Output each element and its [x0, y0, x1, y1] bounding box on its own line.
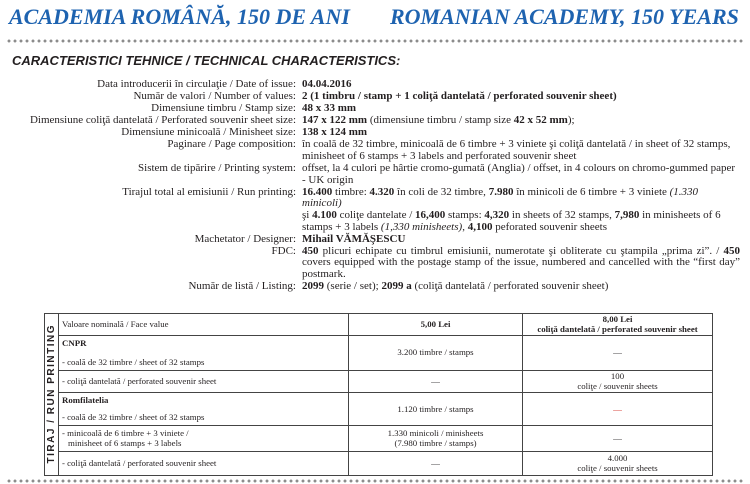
spec-value: 147 x 122 mm (dimensiune timbru / stamp size 42 x 52 mm);	[302, 114, 575, 127]
spec-number-of-values	[0, 91, 750, 103]
distributor-romfilatelia: Romfilatelia	[62, 394, 109, 405]
run-printing-side-label: TIRAJ / RUN PRINTING	[45, 314, 59, 476]
spec-listing	[0, 281, 750, 293]
dotted-divider-top	[6, 39, 744, 43]
spec-label: Paginare / Page composition:	[167, 138, 296, 151]
cnpr-souvenir-label: - coliţă dantelată / perforated souvenir sheet	[59, 371, 349, 393]
spec-label: Dimensiune minicoală / Minisheet size:	[121, 126, 296, 139]
spec-value: offset, la 4 culori pe hârtie cromo-gumată (Anglia) / offset, in 4 colours on chromo-gummed paper - UK origin	[302, 162, 736, 186]
spec-value: 04.04.2016	[302, 78, 352, 90]
title-romanian: ACADEMIA ROMÂNĂ, 150 DE ANI	[9, 4, 350, 29]
spec-fdc	[0, 246, 750, 281]
cell-value: —	[523, 336, 713, 371]
header-8-lei: 8,00 Lei coliţă dantelată / perforated souvenir sheet	[523, 314, 713, 336]
spec-value: 2099 (serie / set); 2099 a (coliţă dantelată / perforated souvenir sheet)	[302, 280, 609, 293]
cnpr-sheet-label: CNPR - coală de 32 timbre / sheet of 32 stamps	[59, 336, 349, 371]
spec-souvenir-sheet-size	[0, 115, 750, 127]
header-5-lei: 5,00 Lei	[349, 314, 523, 336]
run-printing-table	[44, 313, 713, 476]
cell-value: —	[349, 371, 523, 393]
spec-value: în coală de 32 timbre, minicoală de 6 timbre + 3 viniete şi coliţă dantelată / in sheet of 32 stamps, minisheet of 6 stamps + 3 labels and perforated souvenir sheet	[302, 138, 731, 163]
spec-label: Număr de listă / Listing:	[188, 280, 296, 293]
spec-list	[0, 79, 750, 293]
distributor-cnpr: CNPR	[62, 338, 87, 349]
spec-value: 450 plicuri echipate cu timbrul emisiunii, numerotate şi obliterate cu ştampila „prima zi”. / 450 covers equipped with the postage stamp of the issue, numbered and cancelled with the “first day” postmark.	[302, 244, 740, 280]
spec-designer	[0, 234, 750, 246]
section-title: CARACTERISTICI TEHNICE / TECHNICAL CHARACTERISTICS:	[12, 53, 401, 68]
dotted-divider-bottom	[6, 479, 744, 483]
table-row	[45, 336, 713, 371]
spec-value: 48 x 33 mm	[302, 102, 357, 115]
table-row	[45, 452, 713, 476]
spec-label: Dimensiune timbru / Stamp size:	[151, 102, 296, 115]
spec-stamp-size	[0, 103, 750, 115]
header-face-value: Valoare nominală / Face value	[59, 314, 349, 336]
spec-page-composition	[0, 139, 750, 162]
spec-value: 16.400 timbre: 4.320 în coli de 32 timbre, 7.980 în minicoli de 6 timbre + 3 viniete (1.330 minicoli) şi 4.100 coliţe dantelate / 16,400 stamps: 4,320 in sheets of 32 stamps, 7,980 in minisheets of 6 stamps + 3 labels (1,330 minisheets), 4,100 peforated souvenir sheets	[302, 185, 721, 233]
romfilatelia-souvenir-label: - coliţă dantelată / perforated souvenir sheet	[59, 452, 349, 476]
spec-printing-system	[0, 163, 750, 186]
spec-label: Data introducerii în circulaţie / Date of issue:	[97, 78, 296, 90]
romfilatelia-minisheet-label: - minicoală de 6 timbre + 3 viniete / minisheet of 6 stamps + 3 labels	[59, 426, 349, 452]
spec-minisheet-size	[0, 127, 750, 139]
cell-value: 100 coliţe / souvenir sheets	[523, 371, 713, 393]
spec-value: 2 (1 timbru / stamp + 1 coliţă dantelată / perforated souvenir sheet)	[302, 90, 617, 103]
spec-label: Machetator / Designer:	[194, 232, 296, 245]
cell-value: 4.000 coliţe / souvenir sheets	[523, 452, 713, 476]
cell-value: 1.330 minicoli / minisheets (7.980 timbre / stamps)	[349, 426, 523, 452]
cell-value: 3.200 timbre / stamps	[349, 336, 523, 371]
cell-value: —	[349, 452, 523, 476]
title-english: ROMANIAN ACADEMY, 150 YEARS	[390, 4, 739, 29]
table-row	[45, 393, 713, 426]
romfilatelia-sheet-label: Romfilatelia - coală de 32 timbre / sheet of 32 stamps	[59, 393, 349, 426]
spec-value: 138 x 124 mm	[302, 126, 368, 139]
cell-value: 1.120 timbre / stamps	[349, 393, 523, 426]
cell-value: —	[523, 426, 713, 452]
spec-label: Dimensiune coliţă dantelată / Perforated souvenir sheet size:	[29, 114, 296, 127]
spec-label: Tirajul total al emisiunii / Run printing:	[122, 185, 296, 198]
spec-label: FDC:	[271, 244, 296, 257]
cell-value: —	[523, 393, 713, 426]
spec-label: Sistem de tipărire / Printing system:	[138, 162, 296, 175]
table-row	[45, 426, 713, 452]
spec-value: Mihail VĂMĂŞESCU	[302, 232, 406, 245]
spec-run-printing	[0, 187, 750, 233]
spec-label: Număr de valori / Number of values:	[133, 90, 296, 103]
table-row	[45, 371, 713, 393]
spec-issue-date	[0, 79, 750, 91]
table-header-row	[45, 314, 713, 336]
